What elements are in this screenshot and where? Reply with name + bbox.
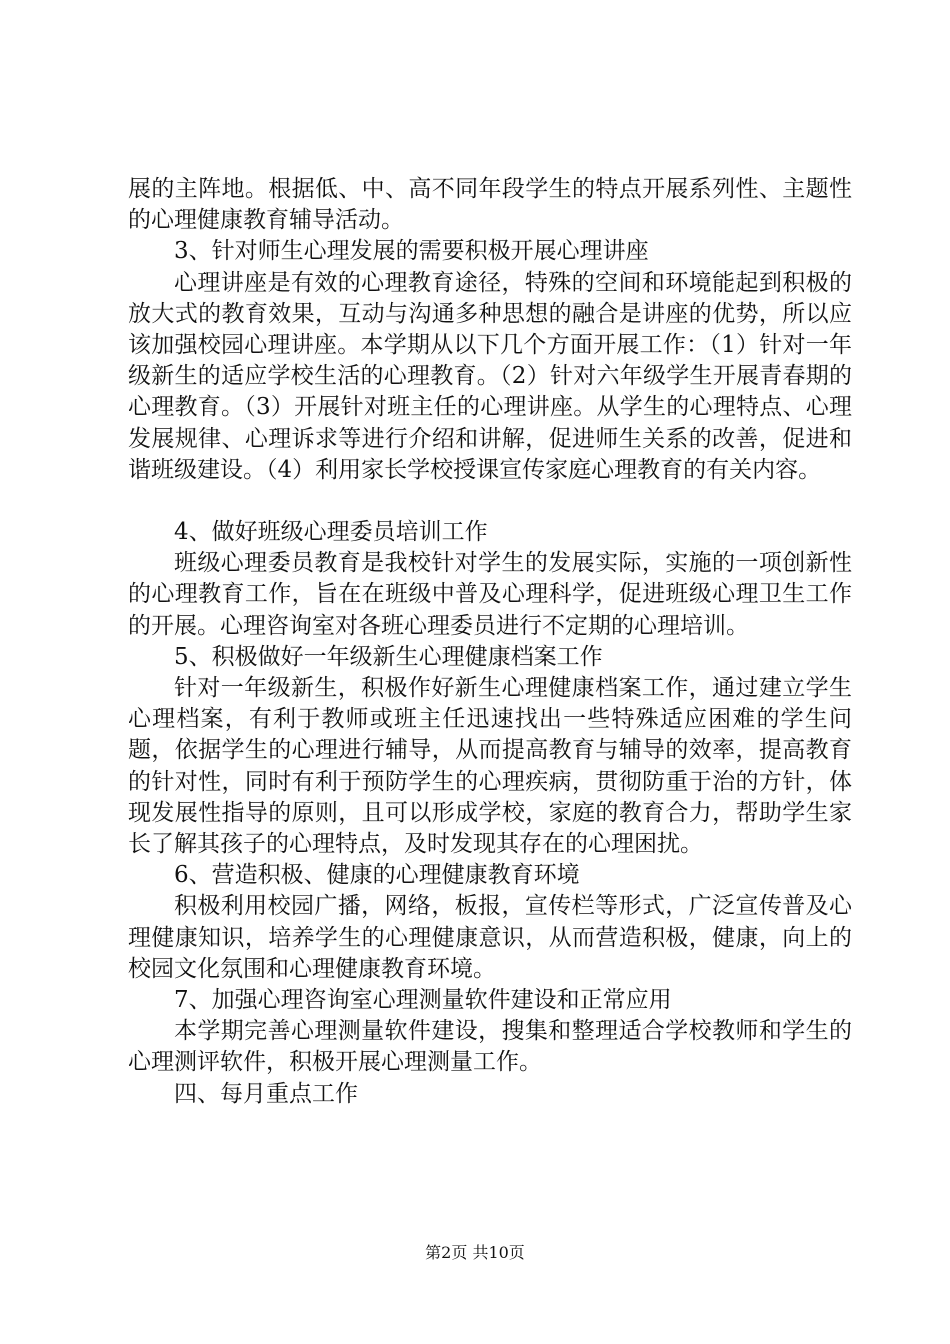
section-heading-7: 7、加强心理咨询室心理测量软件建设和正常应用	[174, 987, 672, 1014]
page-number-label: 第2页 共10页	[425, 1243, 525, 1262]
section-heading-6: 6、营造积极、健康的心理健康教育环境	[174, 862, 580, 889]
page-footer	[0, 1243, 950, 1263]
paragraph-spacer	[128, 486, 852, 517]
paragraph-environment: 积极利用校园广播，网络，板报，宣传栏等形式，广泛宣传普及心理健康知识，培养学生的心理健康意识，从而营造积极，健康，向上的校园文化氛围和心理健康教育环境。	[128, 893, 852, 982]
paragraph-health-records: 针对一年级新生，积极作好新生心理健康档案工作，通过建立学生心理档案，有利于教师或班主任迅速找出一些特殊适应困难的学生问题，依据学生的心理进行辅导，从而提高教育与辅导的效率，提高教育的针对性，同时有利于预防学生的心理疾病，贯彻防重于治的方针，体现发展性指导的原则，且可以形成学校，家庭的教育合力，帮助学生家长了解其孩子的心理特点，及时发现其存在的心理困扰。	[128, 675, 852, 858]
section-heading-4: 4、做好班级心理委员培训工作	[174, 519, 488, 546]
paragraph-lectures: 心理讲座是有效的心理教育途径，特殊的空间和环境能起到积极的放大式的教育效果，互动与沟通多种思想的融合是讲座的优势，所以应该加强校园心理讲座。本学期从以下几个方面开展工作：（1）针对一年级新生的适应学校生活的心理教育。（2）针对六年级学生开展青春期的心理教育。（3）开展针对班主任的心理讲座。从学生的心理特点、心理发展规律、心理诉求等进行介绍和讲解，促进师生关系的改善，促进和谐班级建设。（4）利用家长学校授课宣传家庭心理教育的有关内容。	[128, 269, 852, 483]
section-heading-5: 5、积极做好一年级新生心理健康档案工作	[174, 643, 603, 670]
paragraph-software: 本学期完善心理测量软件建设，搜集和整理适合学校教师和学生的心理测评软件，积极开展心理测量工作。	[128, 1018, 852, 1076]
paragraph-continuation: 展的主阵地。根据低、中、高不同年段学生的特点开展系列性、主题性的心理健康教育辅导活动。	[128, 176, 852, 234]
section-heading-monthly: 四、每月重点工作	[174, 1080, 358, 1107]
section-heading-3: 3、针对师生心理发展的需要积极开展心理讲座	[174, 238, 649, 265]
paragraph-class-committee: 班级心理委员教育是我校针对学生的发展实际，实施的一项创新性的心理教育工作，旨在在班级中普及心理科学，促进班级心理卫生工作的开展。心理咨询室对各班心理委员进行不定期的心理培训。	[128, 550, 852, 639]
document-body	[128, 174, 852, 1110]
